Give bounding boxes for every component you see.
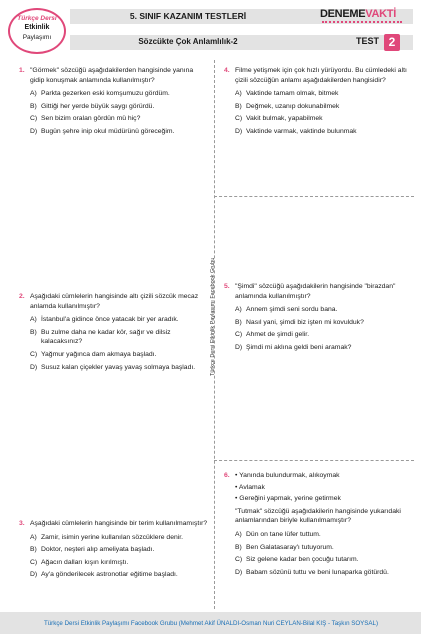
option-c[interactable]: C) Vakit bulmak, yapabilmek	[235, 115, 323, 123]
option-c[interactable]: C) Ağacın dalları kışın kırılmıştı.	[30, 558, 129, 566]
option-d[interactable]: D) Ay'a gönderilecek astronotlar eğitime başladı.	[30, 571, 178, 579]
option-c[interactable]: C) Ahmet de şimdi gelir.	[235, 331, 310, 339]
option-d[interactable]: D) Bugün şehre inip okul müdürünü göreceğim.	[30, 127, 175, 135]
question-number: 2.	[19, 293, 25, 300]
option-a[interactable]: A) Parkta gezerken eski komşumuzu gördüm.	[30, 90, 170, 98]
page-header	[0, 0, 421, 62]
option-c[interactable]: C) Yağmur yağınca dam akmaya başladı.	[30, 350, 157, 358]
page-subtitle: Sözcükte Çok Anlamlılık-2	[138, 37, 238, 46]
option-a[interactable]: A) İstanbul'a gidince önce yatacak bir yer aradık.	[30, 316, 179, 324]
row-divider-right-1	[214, 196, 414, 197]
brand-right: VAKTİ	[365, 8, 396, 20]
question-4	[224, 66, 410, 140]
side-vertical-text: Türkçe Dersi Etkinlik Paylaşımı Facebook Grubu	[210, 257, 216, 376]
meaning-bullet: • Yanında bulundurmak, alıkoymak	[235, 472, 340, 479]
option-d[interactable]: D) Babam sözünü tuttu ve beni lunaparka götürdü.	[235, 568, 389, 576]
meaning-bullet: • Avlamak	[235, 483, 265, 491]
logo-sub-text: Paylaşımı	[22, 34, 52, 41]
question-stem: Aşağıdaki cümlelerin hangisinde bir terim kullanılmamıştır?	[30, 520, 208, 527]
option-a[interactable]: A) Vaktinde tamam olmak, bitmek	[235, 90, 339, 98]
option-c[interactable]: C) Sen bizim oralan gördün mü hiç?	[30, 115, 141, 123]
row-divider-right-2	[214, 460, 414, 461]
question-stem: "Görmek" sözcüğü aşağıdakilerden hangisinde yanına gidip konuşmak anlamında kullanılmıştır?	[30, 67, 194, 84]
test-label: TEST	[356, 36, 380, 46]
option-a[interactable]: A) Zamir, isimin yerine kullanılan sözcüklere denir.	[30, 533, 184, 541]
option-d[interactable]: D) Vaktinde varmak, vaktinde bulunmak	[235, 127, 357, 135]
option-d[interactable]: D) Şimdi mi aklına geldi beni aramak?	[235, 343, 352, 351]
logo-arc-text: Türkçe Dersi	[17, 15, 57, 22]
brand-logo	[320, 8, 396, 20]
option-b[interactable]: B) Doktor, neşteri alıp ameliyata başladı.	[30, 546, 155, 554]
question-number: 6.	[224, 472, 230, 479]
question-stem: "Tutmak" sözcüğü aşağıdakilerin hangisinde yukarıdaki anlamlarından biriyle kullanılmamıştır?	[235, 507, 401, 525]
question-number: 1.	[19, 67, 25, 74]
question-number: 4.	[224, 67, 230, 74]
logo-main-text: Etkinlik	[24, 24, 50, 31]
question-stem: Filme yetişmek için çok hızlı yürüyordu. Bu cümledeki altı çizili sözcüğün anlamı aşağıdakilerden hangisidir?	[235, 67, 407, 84]
question-stem: "Şimdi" sözcüğü aşağıdakilerin hangisinde "birazdan" anlamında kullanılmıştır?	[235, 283, 396, 300]
brand-left: DENEME	[320, 8, 366, 20]
option-a[interactable]: A) Dün on tane lüfer tuttum.	[235, 530, 321, 538]
question-stem: Aşağıdaki cümlelerin hangisinde altı çizili sözcük mecaz anlamda kullanılmıştır?	[30, 293, 199, 310]
option-b[interactable]: B) Nasıl yani, şimdi biz işten mi kovulduk?	[235, 318, 364, 326]
option-b[interactable]: B) Gittiği her yerde büyük saygı görürdü.	[30, 102, 155, 110]
option-d[interactable]: D) Susuz kalan çiçekler yavaş yavaş solmaya başladı.	[30, 363, 196, 371]
page-title: 5. SINIF KAZANIM TESTLERİ	[129, 11, 247, 21]
meaning-bullet: • Gereğini yapmak, yerine getirmek	[235, 495, 341, 503]
group-logo	[8, 8, 66, 54]
question-number: 3.	[19, 520, 25, 527]
option-b[interactable]: B) Değmek, uzanıp dokunabilmek	[235, 102, 340, 110]
question-5	[224, 282, 410, 356]
question-2	[19, 292, 206, 375]
question-number: 5.	[224, 283, 230, 290]
test-number-badge: 2	[384, 34, 400, 51]
footer-credit-text: Türkçe Dersi Etkinlik Paylaşımı Facebook Grubu (Mehmet Akif ÜNALDI-Osman Nuri CEYLAN-Bilal KIŞ - Taşkın SOYSAL)	[43, 620, 379, 627]
option-c[interactable]: C) Siz gelene kadar ben çocuğu tutarım.	[235, 556, 359, 564]
question-1	[19, 66, 208, 140]
option-a[interactable]: A) Annem şimdi seni sordu bana.	[235, 306, 338, 314]
option-b[interactable]: B) Bu zulme daha ne kadar kör, sağır ve dilsiz kalacaksınız?	[30, 328, 171, 346]
brand-underline	[322, 21, 402, 24]
question-3	[19, 519, 208, 583]
question-6	[224, 471, 410, 580]
option-b[interactable]: B) Ben Galatasaray'ı tutuyorum.	[235, 543, 334, 551]
